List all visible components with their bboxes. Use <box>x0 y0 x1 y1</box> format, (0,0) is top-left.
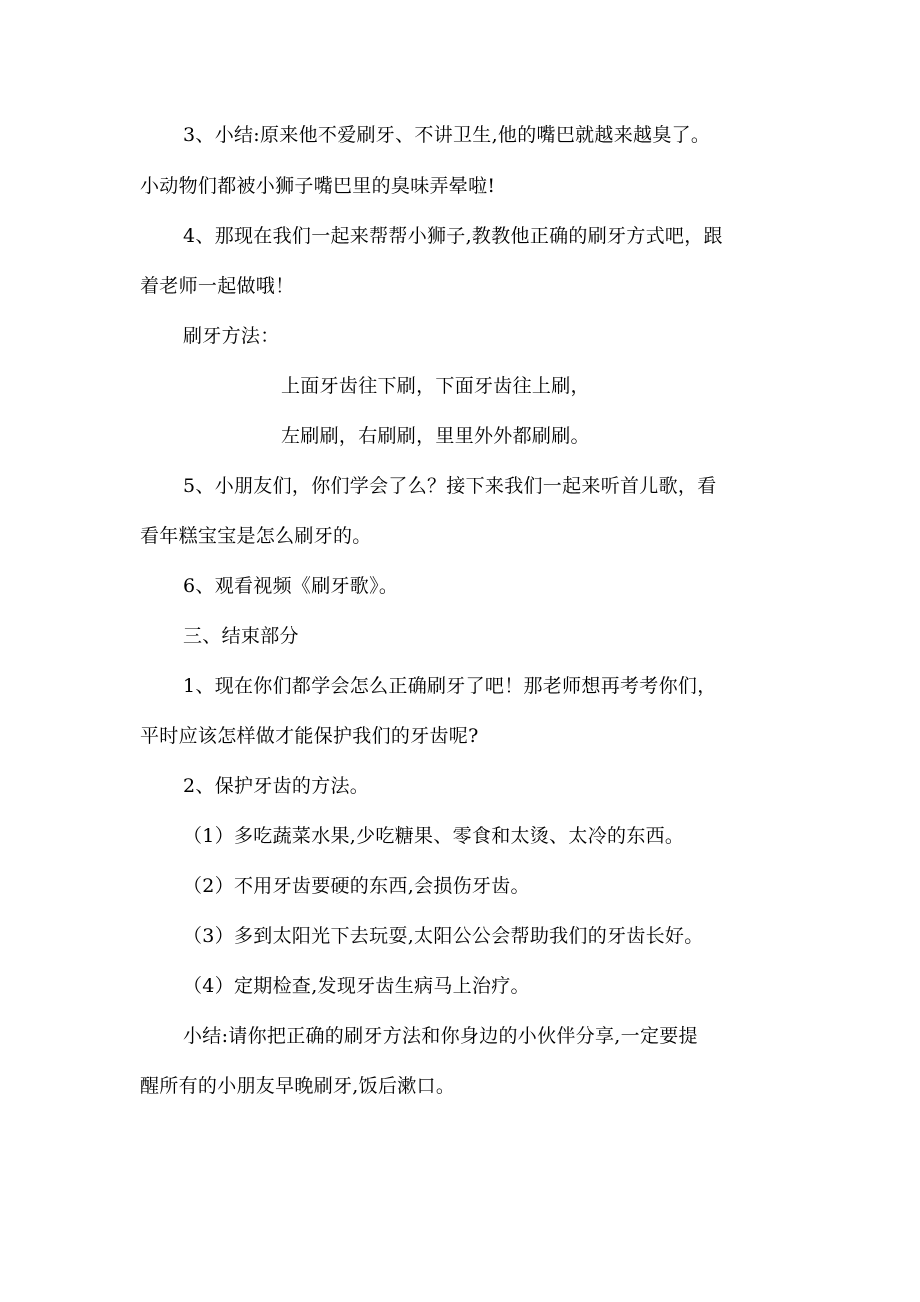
paragraph-3-line-1: 3、小结:原来他不爱刷牙、不讲卫生,他的嘴巴就越来越臭了。 <box>183 124 711 146</box>
paragraph-4-line-1: 4、那现在我们一起来帮帮小狮子,教教他正确的刷牙方式吧，跟 <box>183 225 723 247</box>
brushing-method-line-2: 左刷刷，右刷刷，里里外外都刷刷。 <box>281 425 590 447</box>
question-1-line-2: 平时应该怎样做才能保护我们的牙齿呢? <box>140 725 479 747</box>
question-2: 2、保护牙齿的方法。 <box>183 775 370 797</box>
paragraph-5-line-1: 5、小朋友们，你们学会了么？接下来我们一起来听首儿歌，看 <box>183 475 717 497</box>
paragraph-4-line-2: 着老师一起做哦！ <box>140 275 295 297</box>
tip-2: （2）不用牙齿要硬的东西,会损伤牙齿。 <box>183 875 530 897</box>
question-1-line-1: 1、现在你们都学会怎么正确刷牙了吧！那老师想再考考你们， <box>183 675 717 697</box>
section-3-heading: 三、结束部分 <box>183 625 299 647</box>
paragraph-3-line-2: 小动物们都被小狮子嘴巴里的臭味弄晕啦! <box>140 175 496 197</box>
paragraph-5-line-2: 看年糕宝宝是怎么刷牙的。 <box>140 525 372 547</box>
brushing-method-label: 刷牙方法： <box>183 325 280 347</box>
tip-3: （3）多到太阳光下去玩耍,太阳公公会帮助我们的牙齿长好。 <box>183 925 704 947</box>
tip-4: （4）定期检查,发现牙齿生病马上治疗。 <box>183 975 530 997</box>
summary-line-1: 小结:请你把正确的刷牙方法和你身边的小伙伴分享,一定要提 <box>183 1025 698 1047</box>
brushing-method-line-1: 上面牙齿往下刷，下面牙齿往上刷， <box>281 375 590 397</box>
tip-1: （1）多吃蔬菜水果,少吃糖果、零食和太烫、太冷的东西。 <box>183 825 685 847</box>
summary-line-2: 醒所有的小朋友早晚刷牙,饭后漱口。 <box>140 1075 456 1097</box>
paragraph-6: 6、观看视频《刷牙歌》。 <box>183 575 399 597</box>
